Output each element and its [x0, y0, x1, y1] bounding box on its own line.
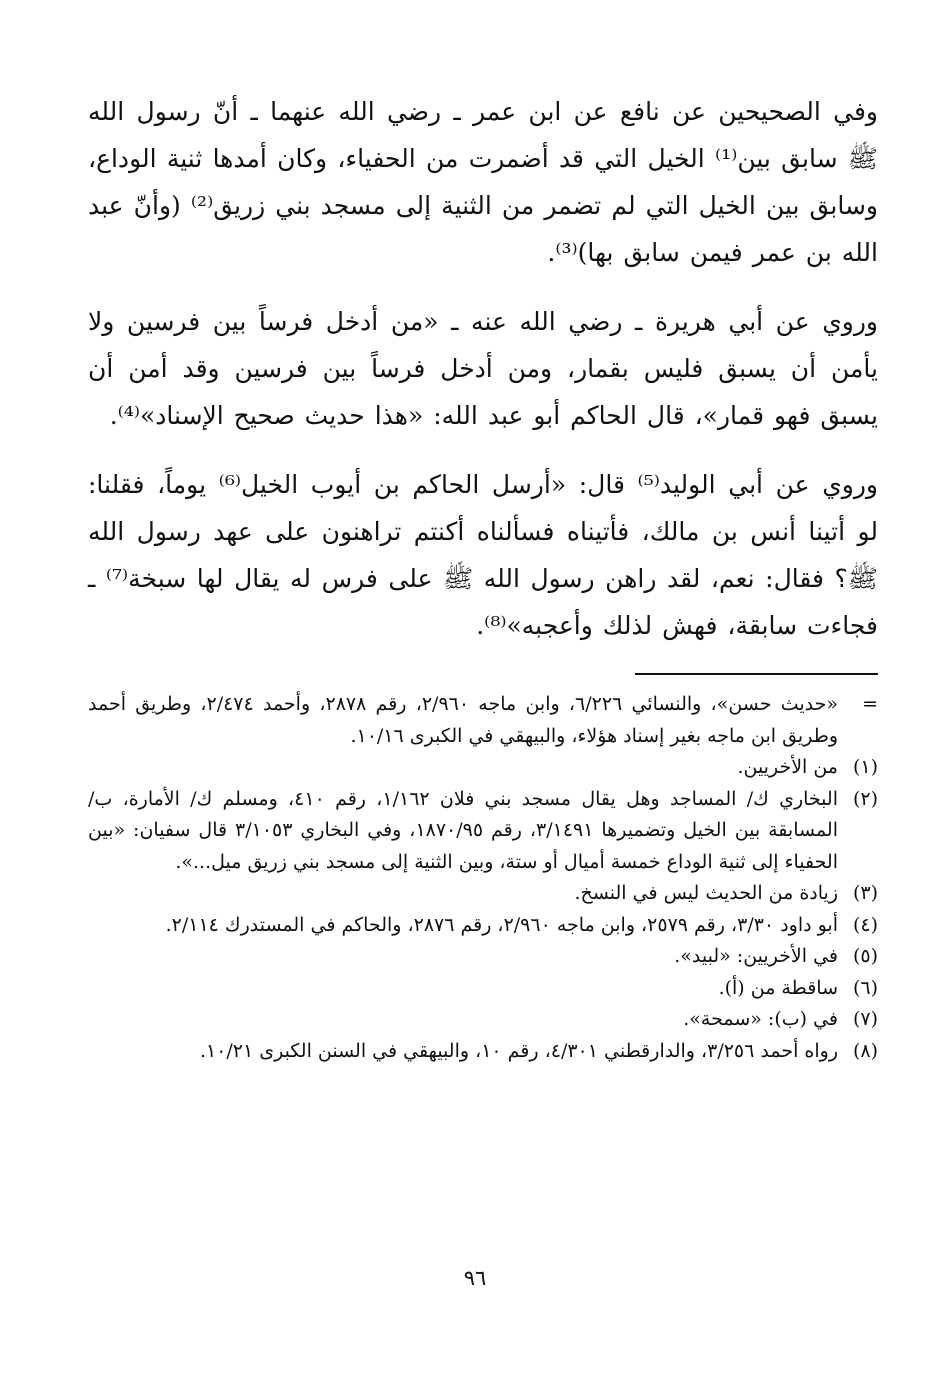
paragraph-1: وفي الصحيحين عن نافع عن ابن عمر ـ رضي الله عنهما ـ أنّ رسول الله ﷺ سابق بين⁽¹⁾ الخيل التي قد أضمرت من الحفياء، وكان أمدها ثنية الوداع، وسابق بين الخيل التي لم تضمر من الثنية إلى مسجد بني زريق⁽²⁾ (وأنّ عبد الله بن عمر فيمن سابق بها)⁽³⁾. — [88, 97, 879, 267]
footnote-6 — [88, 973, 878, 1005]
footnote-mark: (٣) — [852, 882, 878, 904]
footnote-text: «حديث حسن»، والنسائي ٦/٢٢٦، وابن ماجه ٢/٩٦٠، رقم ٢٨٧٨، وأحمد ٢/٤٧٤، وطريق أحمد وطريق ابن ماجه بغير إسناد هؤلاء، والبيهقي في الكبرى ١٠/١٦. — [88, 693, 838, 747]
footnote-mark: (٧) — [852, 1008, 878, 1030]
footnote-3 — [88, 878, 878, 910]
footnote-mark: (٨) — [852, 1039, 878, 1062]
footnote-text: ساقطة من (أ). — [718, 976, 838, 999]
footnote-mark: (٥) — [852, 945, 878, 967]
footnote-4 — [88, 910, 878, 942]
footnote-text: أبو داود ٣/٣٠، رقم ٢٥٧٩، وابن ماجه ٢/٩٦٠، رقم ٢٨٧٦، والحاكم في المستدرك ٢/١١٤. — [165, 913, 838, 936]
footnotes — [88, 689, 878, 1067]
paragraph-2: وروي عن أبي هريرة ـ رضي الله عنه ـ «من أدخل فرساً بين فرسين ولا يأمن أن يسبق فليس بقمار، ومن أدخل فرساً بين فرسين وقد أمن أن يسبق فهو قمار»، قال الحاكم أبو عبد الله: «هذا حديث صحيح الإسناد»⁽⁴⁾. — [88, 307, 878, 430]
footnote-separator — [635, 673, 878, 675]
footnote-2 — [88, 784, 878, 879]
footnote-mark: (٦) — [852, 976, 878, 999]
footnote-text: من الأخريين. — [737, 756, 838, 778]
page-number: ٩٦ — [463, 1266, 487, 1290]
paragraph-3: وروي عن أبي الوليد⁽⁵⁾ قال: «أرسل الحاكم بن أيوب الخيل⁽⁶⁾ يوماً، فقلنا: لو أتينا أنس بن مالك، فأتيناه فسألناه أكنتم تراهنون على عهد رسول الله ﷺ؟ فقال: نعم، لقد راهن رسول الله ﷺ على فرس له يقال لها سبخة⁽⁷⁾ ـ فجاءت سابقة، فهش لذلك وأعجبه»⁽⁸⁾. — [88, 470, 878, 640]
footnote-mark: (٢) — [852, 787, 878, 810]
footnote-mark: (١) — [852, 756, 878, 778]
footnote-continued — [88, 689, 878, 752]
footnote-7 — [88, 1004, 878, 1036]
footnote-text: البخاري ك/ المساجد وهل يقال مسجد بني فلان ١/١٦٢، رقم ٤١٠، ومسلم ك/ الأمارة، ب/ المسابقة بين الخيل وتضميرها ٣/١٤٩١، رقم ١٨٧٠/٩٥، وفي البخاري ٣/١٠٥٣ قال سفيان: «بين الحفياء إلى ثنية الوداع خمسة أميال أو ستة، وبين الثنية إلى مسجد بني زريق ميل...». — [88, 787, 838, 873]
footnote-1 — [88, 752, 878, 784]
footnote-text: زيادة من الحديث ليس في النسخ. — [574, 882, 838, 904]
footnote-mark: = — [862, 693, 878, 715]
footnote-5 — [88, 941, 878, 973]
footnote-text: رواه أحمد ٣/٢٥٦، والدارقطني ٤/٣٠١، رقم ١٠، والبيهقي في السنن الكبرى ١٠/٢١. — [199, 1039, 838, 1062]
footnote-text: في (ب): «سمحة». — [683, 1008, 838, 1030]
main-text — [88, 88, 878, 649]
footnote-text: في الأخريين: «لبيد». — [674, 945, 838, 967]
book-page — [88, 88, 878, 1067]
footnote-8 — [88, 1036, 878, 1068]
footnote-separator-wrap — [88, 673, 878, 675]
footnote-mark: (٤) — [852, 913, 878, 936]
